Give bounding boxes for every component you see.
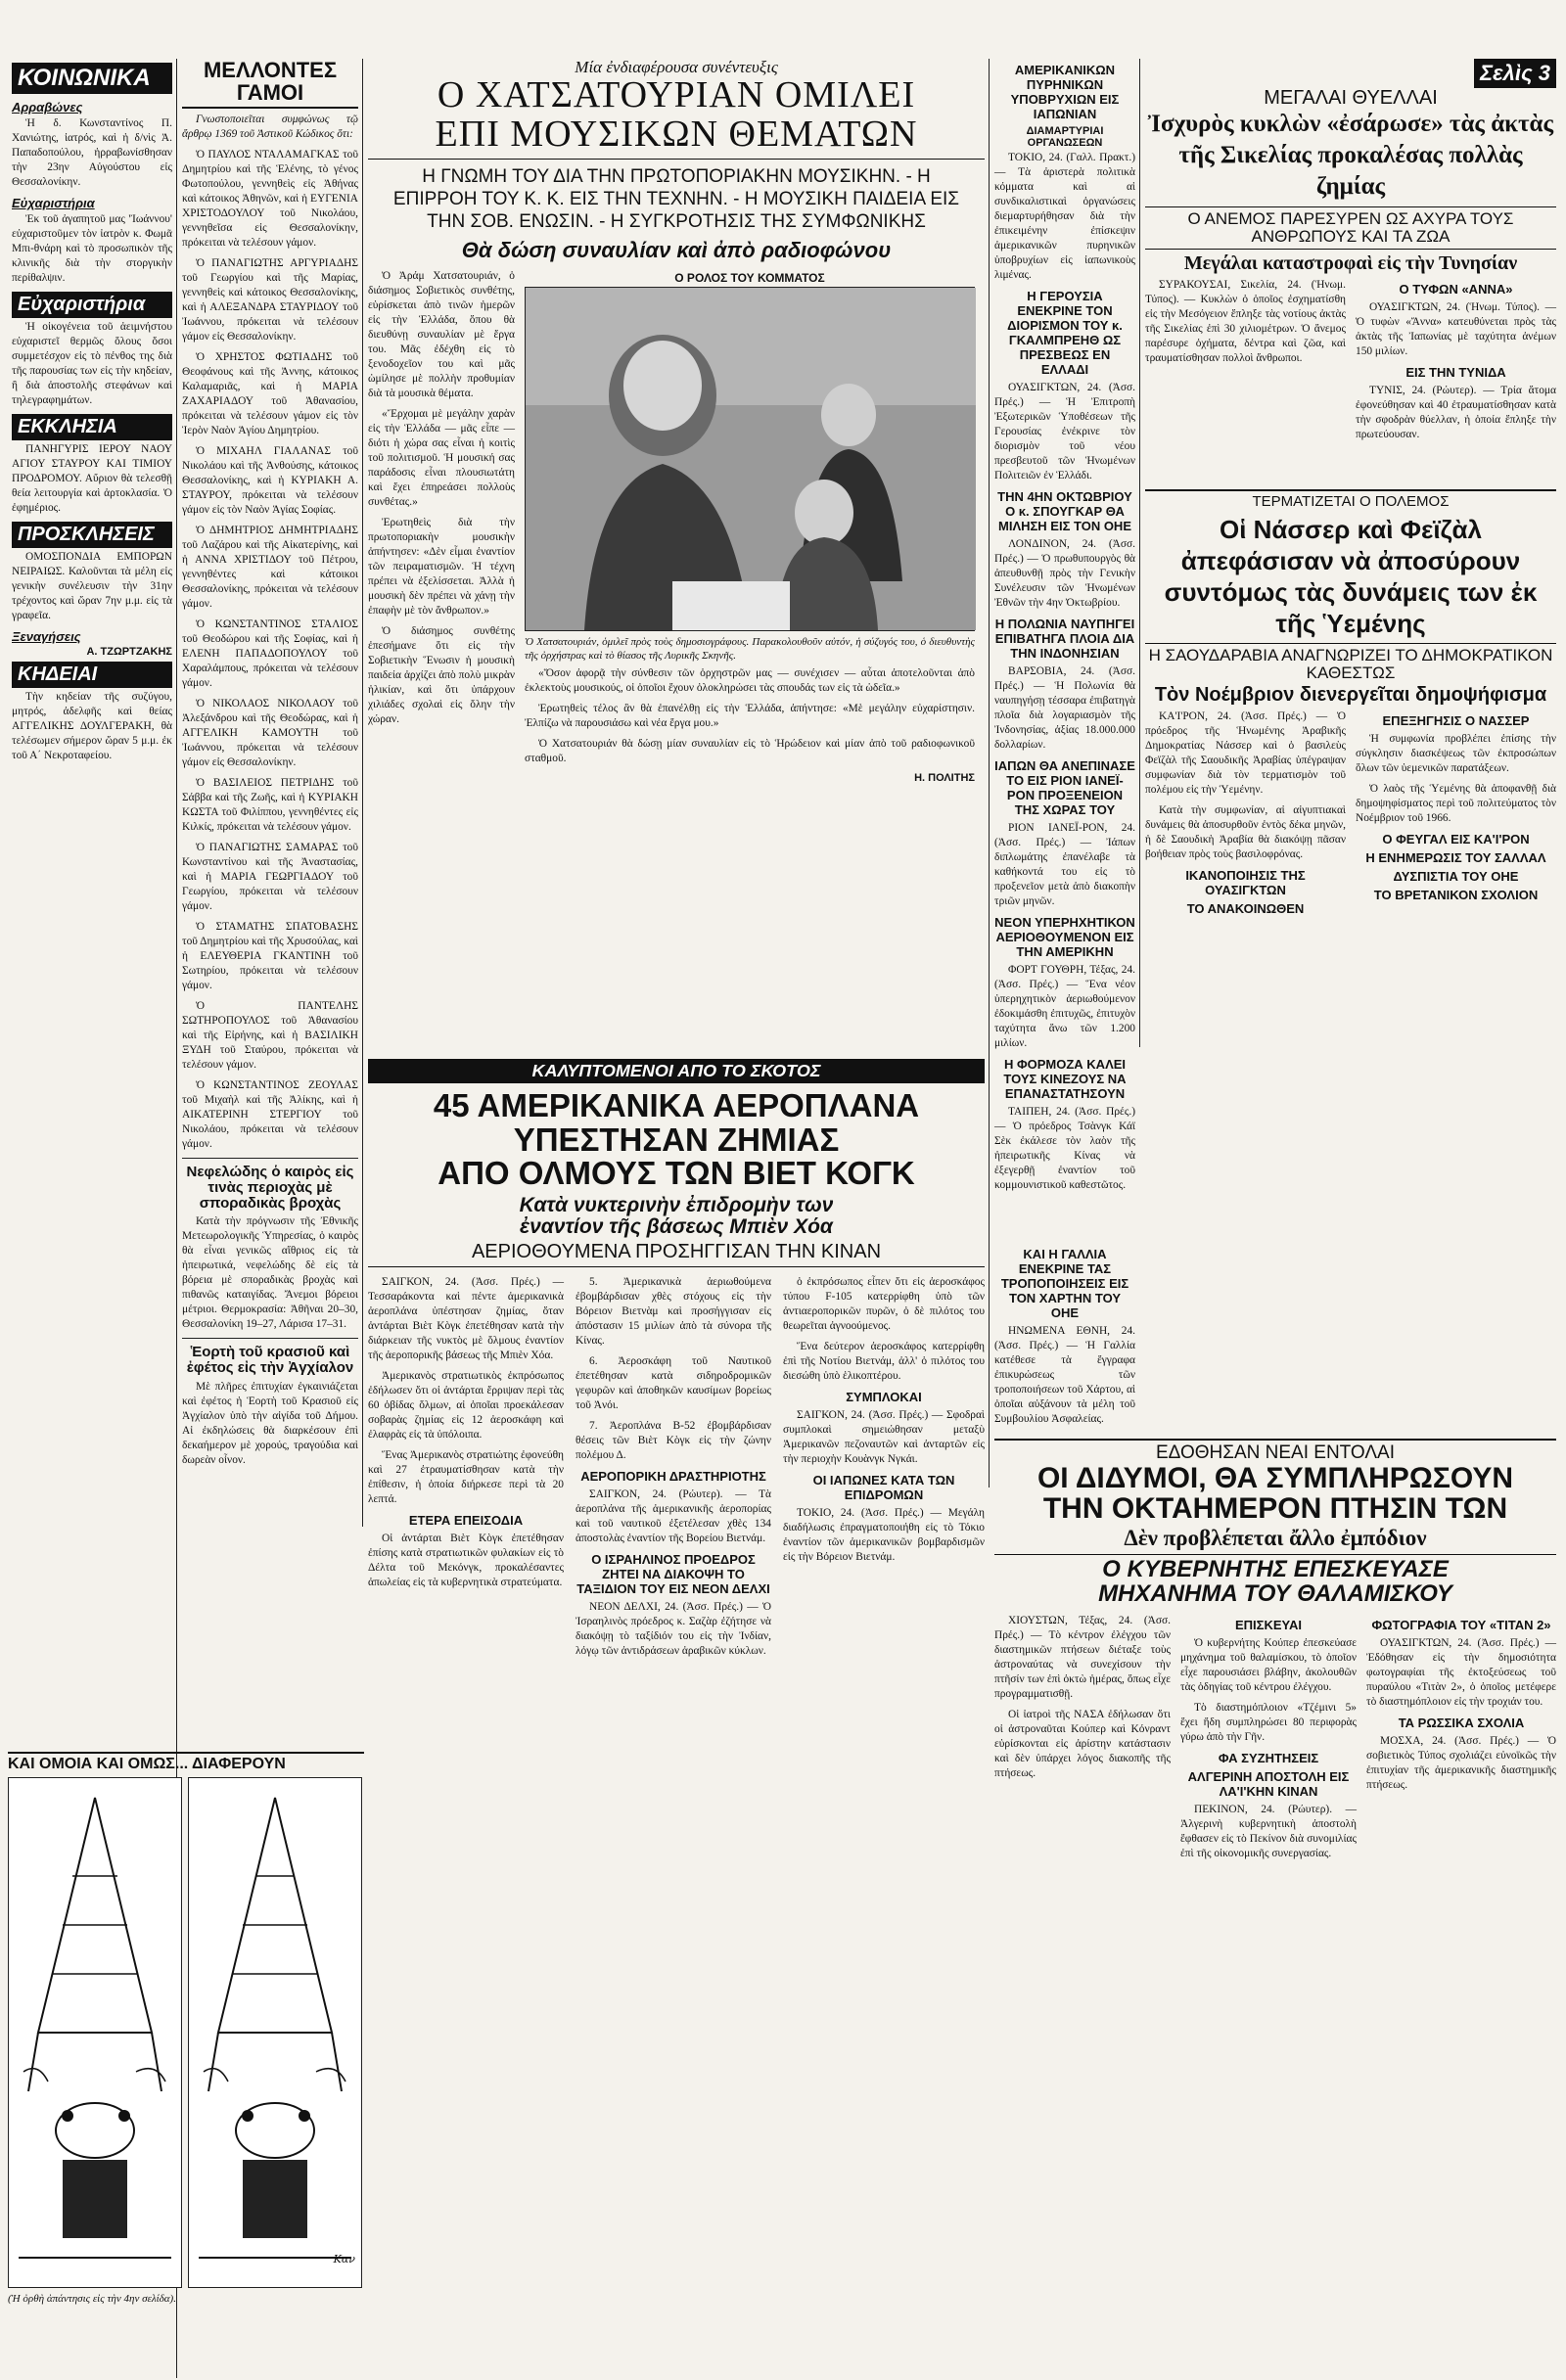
extra-title: ΕΤΕΡΑ ΕΠΕΙΣΟΔΙΑ <box>408 1512 524 1528</box>
vietnam-deck: ΑΕΡΙΟΘΟΥΜΕΝΑ ΠΡΟΣΗΓΓΙΣΑΝ ΤΗΝ ΚΙΝΑΝ <box>368 1242 985 1267</box>
vietnam-paragraph: 5. Ἀμερικανικὰ ἀεριωθούμενα ἐβομβάρδισαν χθὲς στόχους εἰς τὴν Βόρειον Βιετνὰμ καὶ προσήγγισαν εἰς ἀπόστασιν 15 μιλίων ἀπὸ τὰ σύνορα τῆς Κίνας. <box>576 1275 771 1347</box>
interview-paragraph: Ἐρωτηθεὶς τέλος ἂν θὰ ἐπανέλθῃ εἰς τὴν Ἑλλάδα, ἀπήντησε: «Μὲ μεγάλην εὐχαρίστησιν. Ἐλπίζω νὰ παρουσιάσω καὶ νέα ἔργα μου.» <box>525 702 975 729</box>
supersonic-text: ΦΟΡΤ ΓΟΥΘΡΗ, Τέξας, 24. (Ἀσσ. Πρές.) — Ἕνα νέον ὑπερηχητικὸν ἀεριωθούμενον ἐδοκιμάσθη ἐπιτυχῶς, ἐπιτυχὸν ταχύτητα ἄνω τῶν 1.200 μιλίων. <box>994 964 1135 1049</box>
eisiteria-text: Ἐκ τοῦ ἀγαπητοῦ μας 'Ἰωάννου' εὐχαριστοῦμεν τὸν ἰατρὸν κ. Φωμᾶ Μπι-θνάρη καὶ τὸ προσωπικὸν τῆς κλινικῆς διὰ τὴν στοργικὴν περίθαλψιν. <box>12 213 172 284</box>
gemini-col-2 <box>1180 1614 1357 1867</box>
yemen-col-1 <box>1145 709 1346 920</box>
mellontes-title: ΜΕΛΛΟΝΤΕΣ ΓΑΜΟΙ <box>182 59 358 109</box>
rio-title: ΙΑΠΩΝ ΘΑ ΑΝΕΠΙΝΑΣΕ ΤΟ ΕΙΣ ΡΙΟΝ ΙΑΝΕΪ-ΡΟΝ ΠΡΟΞΕΝΕΙΟΝ ΤΗΣ ΧΩΡΑΣ ΤΟΥ <box>994 758 1135 817</box>
cartoon-signature: Καν <box>333 2252 355 2266</box>
gemini-paragraph: Ὁ κυβερνήτης Κούπερ ἐπεσκεύασε μηχάνημα τοῦ θαλαμίσκου, τὸ ὁποῖον εἶχε παρουσιάσει βλάβην, ἀκολουθῶν τὰς ὁδηγίας τοῦ κέντρου ἐλέγχου. <box>1180 1637 1357 1694</box>
storm-article <box>1145 59 1556 480</box>
syzitiseis-title: ΦΑ ΣΥΖΗΤΗΣΕΙΣ <box>1218 1751 1319 1766</box>
column-rule <box>362 59 363 1527</box>
subsection-b-text: ΣΑΙΓΚΟΝ, 24. (Ἀσσ. Πρές.) — Σφοδραὶ συμπλοκαὶ σημειώθησαν μεταξὺ Ἀμερικανῶν πεζοναυτῶν καὶ ἀνταρτῶν εἰς τὴν περιοχὴν Κουὰνγκ Νγκάι. <box>783 1408 985 1465</box>
mellontes-intro: Γνωστοποιεῖται συμφώνως τῷ ἄρθρῳ 1369 τοῦ Ἀστικοῦ Κώδικος ὅτι: <box>182 114 358 141</box>
storm-kicker: ΜΕΓΑΛΑΙ ΘΥΕΛΛΑΙ <box>1264 87 1438 109</box>
us-subs-sub: ΔΙΑΜΑΡΤΥΡΙΑΙ ΟΡΓΑΝΩΣΕΩΝ <box>1026 125 1104 149</box>
vietnam-sub-2: ἐναντίον τῆς βάσεως Μπιὲν Χόα <box>520 1214 833 1238</box>
israel-text: ΝΕΟΝ ΔΕΛΧΙ, 24. (Ἀσσ. Πρές.) — Ὁ Ἰσραηλινὸς πρόεδρος κ. Σαζὰρ ἐζήτησε νὰ διακόψῃ τὸ ταξίδιόν του εἰς τὴν Ἰνδίαν, λόγῳ τῶν ἀντιδράσεων ἀραβικῶν κύκλων. <box>576 1600 771 1657</box>
gemini-paragraph: Τὸ διαστημόπλοιον «Τζέμινι 5» ἔχει ἤδη συμπληρώσει 80 περιφορὰς γύρω ἀπὸ τὴν Γῆν. <box>1180 1702 1357 1744</box>
side-b: Ο ΦΕΥΓΑΛ ΕΙΣ ΚΑ'Ι'ΡΟΝ <box>1382 832 1530 847</box>
formosa-text: ΤΑΙΠΕΗ, 24. (Ἀσσ. Πρές.) — Ὁ πρόεδρος Τσὰνγκ Κάϊ Σὲκ ἐκάλεσε τὸν λαὸν τῆς ἠπειρωτικῆς Κίνας νὰ ἐξεγερθῇ ἐναντίον τοῦ κομμουνιστικοῦ καθεστῶτος. <box>994 1106 1135 1191</box>
koinonika-column <box>12 59 172 1742</box>
kideiai-text: Τὴν κηδείαν τῆς συζύγου, μητρός, ἀδελφῆς καὶ θείας ΑΓΓΕΛΙΚΗΣ ΔΟΥΛΓΕΡΑΚΗ, θὰ τελέσωμεν σήμερον ὥραν 5 μ.μ. ἐκ τοῦ Α΄ Νεκροταφείου. <box>12 691 172 761</box>
cartoon-caption: (Ἡ ὀρθὴ ἀπάντησις εἰς τὴν 4ην σελίδα). <box>8 2292 176 2305</box>
vietnam-col-1 <box>368 1275 564 1665</box>
interview-headline-2: ΕΠΙ ΜΟΥΣΙΚΩΝ ΘΕΜΑΤΩΝ <box>368 115 985 160</box>
yemen-sub-1: Η ΣΑΟΥΔΑΡΑΒΙΑ ΑΝΑΓΝΩΡΙΖΕΙ ΤΟ ΔΗΜΟΚΡΑΤΙΚΟΝ ΚΑΘΕΣΤΩΣ <box>1145 643 1556 682</box>
cartoon-block <box>8 1752 364 2339</box>
france-text: ΗΝΩΜΕΝΑ ΕΘΝΗ, 24. (Ἀσσ. Πρές.) — Ἡ Γαλλία κατέθεσε τὰ ἔγγραφα ἐπικυρώσεως τῶν τροποποιήσεων τοῦ Χάρτου, αἱ ὁποῖαι αὐξάνουν τὰ μέλη τοῦ Συμβουλίου Ἀσφαλείας. <box>994 1325 1135 1425</box>
storm-headline: Ἰσχυρὸς κυκλὼν «ἐσάρωσε» τὰς ἀκτὰς τῆς Σικελίας προκαλέσας πολλὰς ζημίας <box>1147 111 1554 200</box>
column-rule <box>989 59 990 1488</box>
interview-body <box>368 269 985 784</box>
page-badge: Σελὶς 3 <box>1474 59 1556 88</box>
france-title: ΚΑΙ Η ΓΑΛΛΙΑ ΕΝΕΚΡΙΝΕ ΤΑΣ ΤΡΟΠΟΠΟΙΗΣΕΙΣ ΕΙΣ ΤΟΝ ΧΑΡΤΗΝ ΤΟΥ ΟΗΕ <box>1000 1247 1129 1320</box>
marriage-notice: Ὁ ΠΑΥΛΟΣ ΝΤΑΛΑΜΑΓΚΑΣ τοῦ Δημητρίου καὶ τῆς Ἑλένης, τὸ γένος Φωτοπούλου, γεννηθεὶς εἰς Ἀθήνας καὶ κάτοικος Ἀθηνῶν, καὶ ἡ ΕΥΓΕΝΙΑ ΧΡΙΣΤΟΔΟΥΛΟΥ τοῦ Νικολάου, γεννηθεῖσα εἰς Θεσσαλονίκην, πρόκειται νὰ τελέσουν γάμον. <box>182 149 358 250</box>
photo-illustration <box>526 288 976 630</box>
efxaristiria-text: Ἡ οἰκογένεια τοῦ ἀειμνήστου εὐχαριστεῖ θερμῶς ὅλους ὅσοι συμμετέσχον εἰς τὸ πένθος της διὰ τῆς παρουσίας των εἰς τὴν κηδείαν, ἢ διὰ ἀποστολῆς στεφάνων καὶ τηλεγραφημάτων. <box>12 321 172 406</box>
marriage-notice: Ὁ ΔΗΜΗΤΡΙΟΣ ΔΗΜΗΤΡΙΑΔΗΣ τοῦ Λαζάρου καὶ τῆς Αἰκατερίνης, καὶ ἡ ΑΝΝΑ ΧΡΙΣΤΙΔΟΥ τοῦ Πέτρου, γεννηθέντες καὶ κάτοικοι Θεσσαλονίκης, πρόκειται νὰ τελέσουν γάμον. <box>182 525 358 611</box>
side-d: ΤΟ ΑΝΑΚΟΙΝΩΘΕΝ <box>1186 901 1305 917</box>
proskliseis-title: ΠΡΟΣΚΛΗΣΕΙΣ <box>12 522 172 548</box>
yemen-article <box>1145 489 1556 1429</box>
marriage-notice: Ὁ ΒΑΣΙΛΕΙΟΣ ΠΕΤΡΙΔΗΣ τοῦ Σάββα καὶ τῆς Ζωῆς, καὶ ἡ ΚΥΡΙΑΚΗ ΚΩΣΤΑ τοῦ Φιλίππου, γεννηθέντες εἰς Κιλκίς, πρόκειται νὰ τελέσουν γάμον. <box>182 777 358 834</box>
marriage-notice: Ὁ ΚΩΝΣΤΑΝΤΙΝΟΣ ΣΤΑΛΙΟΣ τοῦ Θεοδώρου καὶ τῆς Σοφίας, καὶ ἡ ΕΛΕΝΗ ΠΑΠΑΔΟΠΟΥΛΟΥ τοῦ Χαραλάμπους, πρόκειται νὰ τελέσουν γάμον. <box>182 618 358 690</box>
vietnam-paragraph: ὁ ἐκπρόσωπος εἶπεν ὅτι εἰς ἀεροσκάφος τύπου F-105 κατερρίφθη ὑπὸ τῶν ἀντιαεροπορικῶν πυρῶν, ὁ δὲ πιλότος του θεωρεῖται ἀγνοούμενος. <box>783 1275 985 1332</box>
yemen-paragraph: ΚΑ'Ι'ΡΟΝ, 24. (Ἀσσ. Πρές.) — Ὁ πρόεδρος τῆς Ἡνωμένης Ἀραβικῆς Δημοκρατίας Νάσσερ καὶ ὁ βασιλεὺς Φεϊζὰλ τῆς Σαουδικῆς Ἀραβίας ὑπέγραψαν συμφωνίαν διὰ τὸν τερματισμὸν τοῦ πολέμου εἰς τὴν Ὑεμένην. <box>1145 710 1346 797</box>
wine-text: Μὲ πλῆρες ἐπιτυχίαν ἐγκαινιάζεται καὶ ἐφέτος ἡ Ἑορτὴ τοῦ Κρασιοῦ εἰς Ἀγχίαλον ὑπὸ τὴν αἰγίδα τοῦ Δήμου. Αἱ ἐκδηλώσεις θὰ διαρκέσουν ἐπὶ δεκαήμερον μὲ χορούς, τραγούδια καὶ δωρεὰν οἶνον. <box>182 1380 358 1466</box>
page-badge-row <box>1145 59 1556 88</box>
japan-title: ΟΙ ΙΑΠΩΝΕΣ ΚΑΤΑ ΤΩΝ ΕΠΙΔΡΟΜΩΝ <box>812 1472 955 1502</box>
vietnam-col-3 <box>783 1275 985 1665</box>
supersonic-title: ΝΕΟΝ ΥΠΕΡΗΧΗΤΙΚΟΝ ΑΕΡΙΟΘΟΥΜΕΝΟΝ ΕΙΣ ΤΗΝ ΑΜΕΡΙΚΗΝ <box>994 915 1135 959</box>
gemini-col-1 <box>994 1614 1171 1867</box>
interview-paragraph: Ὁ διάσημος συνθέτης ἐπεσήμανε ὅτι εἰς τὴν Σοβιετικὴν Ἕνωσιν ἡ μουσικὴ παιδεία ἀρχίζει ἀπὸ πολὺ μικρὰν ἡλικίαν, καὶ ὅτι ὑπάρχουν χιλιάδες σχολαὶ εἰς ὅλην τὴν χώραν. <box>368 624 515 725</box>
interview-paragraph: Ὁ Ἀράμ Χατσατουριάν, ὁ διάσημος Σοβιετικὸς συνθέτης, εὑρίσκεται ἀπὸ τινῶν ἡμερῶν εἰς τὴν Ἑλλάδα, ὅπου θὰ διευθύνῃ συναυλίαν μὲ ἔργα του. Μᾶς ἐδέχθη εἰς τὸ ξενοδοχεῖον του καὶ μᾶς ὡμίλησε μὲ πολλὴν προθυμίαν διὰ τὰ μουσικὰ θέματα. <box>368 269 515 399</box>
side-a: ΕΠΕΞΗΓΗΣΙΣ Ο ΝΑΣΣΕΡ <box>1382 713 1530 729</box>
marriage-notice: Ὁ ΝΙΚΟΛΑΟΣ ΝΙΚΟΛΑΟΥ τοῦ Ἀλεξάνδρου καὶ τῆς Θεοδώρας, καὶ ἡ ΑΓΓΕΛΙΚΗ ΚΑΜΟΥΤΗ τοῦ Ἰωάννου, πρόκειται νὰ τελέσουν γάμον εἰς Θεσσαλονίκην. <box>182 698 358 769</box>
gemini-body <box>994 1614 1556 1867</box>
ekklisia-text: ΠΑΝΗΓΥΡΙΣ ΙΕΡΟΥ ΝΑΟΥ ΑΓΙΟΥ ΣΤΑΥΡΟΥ ΚΑΙ ΤΙΜΙΟΥ ΠΡΟΔΡΟΜΟΥ. Αὔριον θὰ τελεσθῇ θεία λειτουργία καὶ ἀρτοκλασία. Ὁ ἐφημέριος. <box>12 443 172 514</box>
wine-title: Ἑορτὴ τοῦ κρασιοῦ καὶ ἐφέτος εἰς τὴν Ἀγχίαλον <box>186 1344 354 1377</box>
mellontes-column <box>182 59 358 1527</box>
poland-text: ΒΑΡΣΟΒΙΑ, 24. (Ἀσσ. Πρές.) — Ἡ Πολωνία θὰ ναυπηγήσῃ τέσσαρα ἐπιβατηγὰ πλοῖα διὰ λογαριασμὸν τῆς Ἰνδονησίας, ἀξίας 18.000.000 δολλαρίων. <box>994 665 1135 751</box>
vietnam-sub-1: Κατὰ νυκτερινὴν ἐπιδρομὴν των <box>519 1193 834 1216</box>
signature: Α. ΤΖΩΡΤΖΑΚΗΣ <box>86 646 172 658</box>
vietnam-paragraph: Ἀμερικανὸς στρατιωτικὸς ἐκπρόσωπος ἐδήλωσεν ὅτι οἱ ἀντάρται ἔρριψαν περὶ τὰς 60 ὀβίδας ὅλμων, αἱ ὁποῖαι προεκάλεσαν σοβαρὰς ζημίας εἰς 12 ἀεροσκάφη καὶ ἐλαφρὰς εἰς τὰ ὑπόλοιπα. <box>368 1369 564 1441</box>
marriage-notice: Ὁ ΧΡΗΣΤΟΣ ΦΩΤΙΑΔΗΣ τοῦ Θεοφάνους καὶ τῆς Ἀννης, κάτοικος Καλαμαριᾶς, καὶ ἡ ΜΑΡΙΑ ΖΑΧΑΡΙΑΔΟΥ τοῦ Ἀθανασίου, πρόκειται νὰ τελέσουν γάμον εἰς τὸν Ἱερὸν Ναὸν Ἁγίου Δημητρίου. <box>182 351 358 437</box>
gemini-headline-2: ΤΗΝ ΟΚΤΑΗΜΕΡΟΝ ΠΤΗΣΙΝ ΤΩΝ <box>1042 1492 1508 1526</box>
side-f: ΔΥΣΠΙΣΤΙΑ ΤΟΥ ΟΗΕ <box>1393 869 1519 885</box>
yemen-headline: Οἱ Νάσσερ καὶ Φεϊζὰλ ἀπεφάσισαν νὰ ἀποσύρουν συντόμως τὰς δυνάμεις των ἐκ τῆς Ὑεμένης <box>1164 514 1538 638</box>
yemen-paragraph: Ἡ συμφωνία προβλέπει ἐπίσης τὴν σύγκλησιν διασκέψεως τῶν ἐκπροσώπων ὅλων τῶν ὑεμενικῶν παρατάξεων. <box>1356 733 1556 775</box>
arravones-text: Ἡ δ. Κωνσταντίνος Π. Χανιώτης, ἰατρός, καὶ ἡ δ/νὶς Ἀ. Παπαδοπούλου, ἠρραβωνίσθησαν τὴν 23ην Αὐγούστου εἰς Θεσσαλονίκην. <box>12 117 172 188</box>
gemini-deck-1: Ο ΚΥΒΕΡΝΗΤΗΣ ΕΠΕΣΚΕΥΑΣΕ <box>994 1554 1556 1581</box>
cartoon-panels <box>8 1777 364 2288</box>
poland-title: Η ΠΟΛΩΝΙΑ ΝΑΥΠΗΓΕΙ ΕΠΙΒΑΤΗΓΑ ΠΛΟΙΑ ΔΙΑ ΤΗΝ ΙΝΔΟΝΗΣΙΑΝ <box>994 617 1135 661</box>
interview-paragraph: «Ἔρχομαι μὲ μεγάλην χαρὰν εἰς τὴν Ἑλλάδα — μᾶς εἶπε — διότι ἡ χώρα σας εἶναι ἡ κοιτὶς τοῦ πολιτισμοῦ. Ἡ μουσική σας παράδοσις εἶναι πλουσιωτάτη καὶ ἔχει ἐπηρεάσει πολλοὺς συνθέτας.» <box>368 407 515 508</box>
mellontes-list <box>182 148 358 1152</box>
marriage-notice: Ὁ ΣΤΑΜΑΤΗΣ ΣΠΑΤΟΒΑΣΗΣ τοῦ Δημητρίου καὶ τῆς Χρυσούλας, καὶ ἡ ΕΛΕΥΘΕΡΙΑ ΓΚΑΝΤΙΝΗ τοῦ Σωτηρίου, πρόκειται νὰ τελέσουν γάμον. <box>182 921 358 992</box>
interview-subhead: Θὰ δώση συναυλίαν καὶ ἀπὸ ραδιοφώνου <box>461 237 892 262</box>
interview-kicker: Μία ἐνδιαφέρουσα συνέντευξις <box>575 58 778 76</box>
gemini-headline-1: ΟΙ ΔΙΔΥΜΟΙ, ΘΑ ΣΥΜΠΛΗΡΩΣΟΥΝ <box>1036 1461 1514 1494</box>
vietnam-paragraph: 6. Ἀεροσκάφη τοῦ Ναυτικοῦ ἐπετέθησαν κατὰ σιδηροδρομικῶν γεφυρῶν καὶ ἀποθηκῶν καυσίμων βορείως τοῦ Ἀνόι. <box>576 1354 771 1411</box>
efxaristiria-title: Εὐχαριστήρια <box>12 292 172 318</box>
marriage-notice: Ὁ ΠΑΝΤΕΛΗΣ ΣΩΤΗΡΟΠΟΥΛΟΣ τοῦ Ἀθανασίου καὶ τῆς Εἰρήνης, καὶ ἡ ΒΑΣΙΛΙΚΗ ΞΥΔΗ τοῦ Σταύρου, πρόκειται νὰ τελέσουν γάμον. <box>182 1000 358 1072</box>
interview-headline-1: Ο ΧΑΤΣΑΤΟΥΡΙΑΝ ΟΜΙΛΕΙ <box>437 73 916 115</box>
cartoon-panel-right <box>188 1777 362 2288</box>
vietnam-headline-3: ΑΠΟ ΟΛΜΟΥΣ ΤΩΝ ΒΙΕΤ ΚΟΓΚ <box>438 1155 915 1192</box>
marriage-notice: Ὁ ΠΑΝΑΓΙΩΤΗΣ ΑΡΓΥΡΙΑΔΗΣ τοῦ Γεωργίου καὶ τῆς Μαρίας, γεννηθεὶς καὶ κάτοικος Θεσσαλονίκης, καὶ ἡ ΑΛΕΞΑΝΔΡΑ ΣΤΑΥΡΙΔΟΥ τοῦ Ἰωάννου, πρόκειται νὰ τελέσουν γάμον εἰς Θεσσαλονίκην. <box>182 257 358 343</box>
kideiai-title: ΚΗΔΕΙΑΙ <box>12 662 172 688</box>
gemini-paragraph: ΧΙΟΥΣΤΩΝ, Τέξας, 24. (Ἀσσ. Πρές.) — Τὸ κέντρον ἐλέγχου τῶν διαστημικῶν πτήσεων διέταξε τοὺς ἀστροναύτας νὰ συνεχίσουν τὴν πτῆσίν των ἐπὶ ὀκτὼ ἡμέρας, ὅπως εἶχε προγραμματισθῇ. <box>994 1615 1171 1701</box>
vietnam-paragraph: Ἕνας Ἀμερικανὸς στρατιώτης ἐφονεύθη καὶ 27 ἐτραυματίσθησαν κατὰ τὴν ἐπίθεσιν, ἡ ὁποία διήρκεσε περὶ τὰ 20 λεπτά. <box>368 1448 564 1505</box>
gemini-paragraph: Οἱ ἰατροὶ τῆς ΝΑΣΑ ἐδήλωσαν ὅτι οἱ ἀστροναῦται Κούπερ καὶ Κόνραντ εὑρίσκονται εἰς ἀρίστην κατάστασιν καὶ δὲν ὑπάρχει λόγος διακοπῆς τῆς πτήσεως. <box>994 1709 1171 1780</box>
tunis-title: ΕΙΣ ΤΗΝ ΤΥΝΙΔΑ <box>1405 364 1506 380</box>
storm-col-1 <box>1145 278 1346 448</box>
interview-photo-block <box>525 269 975 784</box>
storm-sub: Ο ΑΝΕΜΟΣ ΠΑΡΕΣΥΡΕΝ ΩΣ ΑΧΥΡΑ ΤΟΥΣ ΑΝΘΡΩΠΟΥΣ ΚΑΙ ΤΑ ΖΩΑ <box>1145 206 1556 250</box>
senate-title: Η ΓΕΡΟΥΣΙΑ ΕΝΕΚΡΙΝΕ ΤΟΝ ΔΙΟΡΙΣΜΟΝ ΤΟΥ κ. ΓΚΑΛΜΠΡΕΗΘ ΩΣ ΠΡΕΣΒΕΩΣ ΕΝ ΕΛΛΑΔΙ <box>1007 289 1123 377</box>
vietnam-paragraph: 7. Ἀεροπλάνα Β-52 ἐβομβάρδισαν θέσεις τῶν Βιὲτ Κὸγκ εἰς τὴν ζώνην πολέμου Δ. <box>576 1419 771 1461</box>
extra-text: Οἱ ἀντάρται Βιὲτ Κὸγκ ἐπετέθησαν ἐπίσης κατὰ στρατιωτικῶν φυλακίων εἰς τὸ Δέλτα τοῦ Μεκόνγκ, προκαλέσαντες ἀπωλείας εἰς τὰ κυβερνητικὰ στρατεύματα. <box>368 1532 564 1588</box>
interview-paragraph: Ἐρωτηθεὶς διὰ τὴν πρωτοποριακὴν μουσικὴν ἀπήντησεν: «Δὲν εἶμαι ἐναντίον τῶν πειραματισμῶν. Ἡ τέχνη πρέπει νὰ ἐξελίσσεται. Ἀλλὰ ἡ μουσικὴ δὲν πρέπει νὰ χάνῃ τὴν ἐπαφὴν μὲ τὸν ἄνθρωπον.» <box>368 516 515 617</box>
gemini-sub: Δὲν προβλέπεται ἄλλο ἐμπόδιον <box>1124 1525 1427 1550</box>
japan-text: ΤΟΚΙΟ, 24. (Ἀσσ. Πρές.) — Μεγάλη διαδήλωσις ἐπραγματοποιήθη εἰς τὸ Τόκιο ἐναντίον τῶν ἀμερικανικῶν βομβαρδισμῶν εἰς τὴν Βόρειον Βιετνάμ. <box>783 1506 985 1563</box>
gemini-article <box>994 1439 1556 2358</box>
us-subs-text: ΤΟΚΙΟ, 24. (Γαλλ. Πρακτ.) — Τὰ ἀριστερὰ πολιτικὰ κόμματα καὶ αἱ συνδικαλιστικαὶ ὀργανώσεις διεμαρτυρήθησαν διὰ τὴν ἐπικειμένην ἐπίσκεψιν ἀμερικανικῶν πυρηνικῶν ὑποβρυχίων εἰς ἰαπωνικοὺς λιμένας. <box>994 152 1135 281</box>
proskliseis-text: ΟΜΟΣΠΟΝΔΙΑ ΕΜΠΟΡΩΝ ΝΕΙΡΑΙΩΣ. Καλοῦνται τὰ μέλη εἰς γενικὴν συνέλευσιν τὴν 31ην τρέχοντος καὶ ὥραν 7ην μ.μ. εἰς τὰ γραφεῖα. <box>12 551 172 621</box>
side-c: ΙΚΑΝΟΠΟΙΗΣΙΣ ΤΗΣ ΟΥΑΣΙΓΚΤΩΝ <box>1185 868 1306 898</box>
storm-body <box>1145 278 1556 448</box>
oct-text: ΛΟΝΔΙΝΟΝ, 24. (Ἀσσ. Πρές.) — Ὁ πρωθυπουργὸς θὰ ἀπευθυνθῇ πρὸς τὴν Γενικὴν Συνέλευσιν τῶν Ἡνωμένων Ἐθνῶν τὴν 4ην Ὀκτωβρίου. <box>994 538 1135 609</box>
oct-title: ΤΗΝ 4ΗΝ ΟΚΤΩΒΡΙΟΥ Ο κ. ΣΠΟΥΓΚΑΡ ΘΑ ΜΙΛΗΣΗ ΕΙΣ ΤΟΝ ΟΗΕ <box>997 489 1132 533</box>
us-subs-title: ΑΜΕΡΙΚΑΝΙΚΩΝ ΠΥΡΗΝΙΚΩΝ ΥΠΟΒΡΥΧΙΩΝ ΕΙΣ ΙΑΠΩΝΙΑΝ <box>1010 63 1120 121</box>
anna-text: ΟΥΑΣΙΓΚΤΩΝ, 24. (Ἡνωμ. Τύπος). — Ὁ τυφὼν «Ἄννα» κατευθύνεται πρὸς τὰς ἀκτὰς τῆς Ἰαπωνίας μὲ ταχύτητα ἀνέμων 150 μιλίων. <box>1356 300 1556 357</box>
vietnam-article <box>368 1059 985 2360</box>
france-brief <box>994 1243 1135 1429</box>
gemini-paragraph: ΦΩΤΟΓΡΑΦΙΑ ΤΟΥ «ΤΙΤΑΝ 2» <box>1371 1618 1551 1633</box>
weather-title: Νεφελώδης ὁ καιρὸς εἰς τινὰς περιοχὰς μὲ σποραδικὰς βροχὰς <box>186 1164 354 1212</box>
arravones-heading: Αρραβώνες <box>12 100 83 114</box>
xenagisis-heading: Ξεναγήσεις <box>12 629 81 644</box>
cartoon-title: ΚΑΙ ΟΜΟΙΑ ΚΑΙ ΟΜΩΣ... ΔΙΑΦΕΡΟΥΝ <box>8 1752 364 1773</box>
interview-col-2 <box>525 666 975 766</box>
gemini-paragraph: ΜΟΣΧΑ, 24. (Ἀσσ. Πρές.) — Ὁ σοβιετικὸς Τύπος σχολιάζει εὐνοϊκῶς τὴν ἐπιτυχίαν τῆς ἀμερικανικῆς διαστημικῆς πτήσεως. <box>1366 1735 1556 1792</box>
briefs-column <box>994 59 1135 1191</box>
interview-article <box>368 59 985 1047</box>
subsection-b-title: ΣΥΜΠΛΟΚΑΙ <box>846 1389 922 1404</box>
gemini-kicker: ΕΔΟΘΗΣΑΝ ΝΕΑΙ ΕΝΤΟΛΑΙ <box>994 1439 1556 1463</box>
cartoon-illustration <box>9 1778 181 2287</box>
yemen-col-2 <box>1356 709 1556 920</box>
yemen-body <box>1145 709 1556 920</box>
vietnam-headline-2: ΥΠΕΣΤΗΣΑΝ ΖΗΜΙΑΣ <box>513 1121 840 1158</box>
side-g: ΤΟ ΒΡΕΤΑΝΙΚΟΝ ΣΧΟΛΙΟΝ <box>1373 888 1539 903</box>
vietnam-paragraph: ΣΑΙΓΚΟΝ, 24. (Ἀσσ. Πρές.) — Τεσσαράκοντα καὶ πέντε ἀμερικανικὰ ἀεροπλάνα ὑπέστησαν ζημίας, ὅταν ἀντάρται Βιὲτ Κὸγκ ἐπετέθησαν κατὰ τὴν διάρκειαν τῆς νυκτὸς μὲ ὅλμους ἐναντίον τῆς ἀεροπορικῆς βάσεως τῆς Μπιὲν Χόα. <box>368 1275 564 1361</box>
gemini-deck-2: ΜΗΧΑΝΗΜΑ ΤΟΥ ΘΑΛΑΜΙΣΚΟΥ <box>1098 1580 1452 1608</box>
photo-caption: Ὁ Χατσατουριάν, ὁμιλεῖ πρὸς τοὺς δημοσιογράφους. Παρακολουθοῦν αὐτόν, ἡ σύζυγός του, ὁ διευθυντὴς τῆς ὀρχήστρας καὶ τὸ θίασος τῆς Λυρικῆς Σκηνῆς. <box>525 635 975 662</box>
vietnam-headline-1: 45 ΑΜΕΡΙΚΑΝΙΚΑ ΑΕΡΟΠΛΑΝΑ <box>433 1086 920 1123</box>
subsection-a-text: ΣΑΙΓΚΟΝ, 24. (Ρώυτερ). — Τὰ ἀεροπλάνα τῆς ἀμερικανικῆς ἀεροπορίας καὶ τοῦ ναυτικοῦ ἐξετέλεσαν χθὲς 134 ἀποστολὰς ἐναντίον τῆς Βορείου Βιετνάμ. <box>576 1488 771 1544</box>
photo-credit: Ο ΡΟΛΟΣ ΤΟΥ ΚΟΜΜΑΤΟΣ <box>674 270 825 285</box>
side-e: Η ΕΝΗΜΕΡΩΣΙΣ ΤΟΥ ΣΑΛΛΑΛ <box>1365 850 1546 866</box>
koinonika-title: ΚΟΙΝΩΝΙΚΑ <box>12 63 172 94</box>
gemini-paragraph: ΟΥΑΣΙΓΚΤΩΝ, 24. (Ἀσσ. Πρές.) — Ἐδόθησαν εἰς τὴν δημοσιότητα φωτογραφίαι τῆς ἐκτοξεύσεως τοῦ πυραύλου «Τιτὰν 2», ὁ ὁποῖος μετέφερε τὸ διαστημόπλοιον εἰς τὴν τροχιάν του. <box>1366 1637 1556 1709</box>
vietnam-body <box>368 1275 985 1665</box>
anna-title: Ο ΤΥΦΩΝ «ΑΝΝΑ» <box>1399 281 1513 297</box>
formosa-title: Η ΦΟΡΜΟΖΑ ΚΑΛΕΙ ΤΟΥΣ ΚΙΝΕΖΟΥΣ ΝΑ ΕΠΑΝΑΣΤΑΤΗΣΟΥΝ <box>1003 1057 1127 1101</box>
interview-paragraph: «Ὅσον ἀφορᾷ τὴν σύνθεσιν τῶν ὀρχηστρῶν μας — συνέχισεν — αὗται ἀποτελοῦνται ἀπὸ ἐκλεκτοὺς μουσικούς, οἱ ὁποῖοι ἔχουν ὁλοκληρώσει τὰς σπουδάς των εἰς τὰ ὠδεῖα.» <box>525 666 975 694</box>
marriage-notice: Ὁ ΚΩΝΣΤΑΝΤΙΝΟΣ ΖΕΟΥΛΑΣ τοῦ Μιχαὴλ καὶ τῆς Ἀλίκης, καὶ ἡ ΑΙΚΑΤΕΡΙΝΗ ΣΤΕΡΓΙΟΥ τοῦ Νικολάου, πρόκειται νὰ τελέσουν γάμον. <box>182 1079 358 1151</box>
yemen-paragraph: Ὁ λαὸς τῆς Ὑεμένης θὰ ἀποφανθῇ διὰ δημοψηφίσματος περὶ τοῦ πολιτεύματος τὸν Νοέμβριον τοῦ 1966. <box>1356 783 1556 825</box>
interview-col-1 <box>368 269 515 784</box>
weather-text: Κατὰ τὴν πρόγνωσιν τῆς Ἐθνικῆς Μετεωρολογικῆς Ὑπηρεσίας, ὁ καιρὸς θὰ εἶναι γενικῶς αἴθριος εἰς τὰ ἠπειρωτικά, νεφελώδης δὲ εἰς τὰ βόρεια μὲ σποραδικὰς βροχὰς καὶ πιθανῶς καταιγίδας. Ἄνεμοι βόρειοι μέτριοι. Θερμοκρασία: Ἀθῆναι 20–30, Θεσσαλονίκη 19–27, Λάρισα 17–31. <box>182 1215 358 1331</box>
tunis-text: ΤΥΝΙΣ, 24. (Ρώυτερ). — Τρία ἄτομα ἐφονεύθησαν καὶ 40 ἐτραυματίσθησαν κατὰ τὴν σφοδρὰν θύελλαν, ἡ ὁποία ἔπληξε τὴν πρωτεύουσαν. <box>1356 384 1556 440</box>
episkeuai-title: ΕΠΙΣΚΕΥΑΙ <box>1234 1618 1303 1633</box>
marriage-notice: Ὁ ΜΙΧΑΗΛ ΓΙΑΛΑΝΑΣ τοῦ Νικολάου καὶ τῆς Ἀνθούσης, κάτοικος Θεσσαλονίκης, καὶ ἡ ΚΥΡΙΑΚΗ Α. ΣΤΑΥΡΟΥ, πρόκειται νὰ τελέσουν γάμον εἰς τὸν Ναὸν Ἁγίας Σοφίας. <box>182 445 358 517</box>
israel-title: Ο ΙΣΡΑΗΛΙΝΟΣ ΠΡΟΕΔΡΟΣ ΖΗΤΕΙ ΝΑ ΔΙΑΚΟΨΗ ΤΟ ΤΑΞΙΔΙΟΝ ΤΟΥ ΕΙΣ ΝΕΟΝ ΔΕΛΧΙ <box>576 1551 770 1596</box>
cartoon-panel-left <box>8 1777 182 2288</box>
vietnam-col-2 <box>576 1275 771 1665</box>
gemini-col-3 <box>1366 1614 1556 1867</box>
yemen-sub-2: Τὸν Νοέμβριον διενεργεῖται δημοψήφισμα <box>1154 684 1547 707</box>
vietnam-kicker: ΚΑΛΥΠΤΟΜΕΝΟΙ ΑΠΟ ΤΟ ΣΚΟΤΟΣ <box>368 1059 985 1083</box>
gemini-paragraph: ΤΑ ΡΩΣΣΙΚΑ ΣΧΟΛΙΑ <box>1398 1716 1525 1731</box>
china-text: ΠΕΚΙΝΟΝ, 24. (Ρώυτερ). — Ἀλγερινὴ κυβερνητικὴ ἀποστολὴ ἔφθασεν εἰς τὸ Πεκίνον διὰ συνομιλίας ἐπὶ τῆς οἰκονομικῆς συνεργασίας. <box>1180 1804 1357 1860</box>
vietnam-paragraph: Ἕνα δεύτερον ἀεροσκάφος κατερρίφθη ἐπὶ τῆς Νοτίου Βιετνάμ, ἀλλ' ὁ πιλότος του διεσώθη ὑπὸ ἑλικοπτέρου. <box>783 1340 985 1382</box>
china-title: ΑΛΓΕΡΙΝΗ ΑΠΟΣΤΟΛΗ ΕΙΣ ΛΑ'Ι'ΚΗΝ ΚΙΝΑΝ <box>1187 1769 1350 1800</box>
rio-text: ΡΙΟΝ ΙΑΝΕΪ-ΡΟΝ, 24. (Ἀσσ. Πρές.) — Ἰάπων διπλωμάτης ἐπανέλαβε τὰ καθήκοντά του εἰς τὸ προξενεῖον μετὰ ἀπὸ διακοπὴν τριῶν μηνῶν. <box>994 822 1135 907</box>
yemen-paragraph: Κατὰ τὴν συμφωνίαν, αἱ αἰγυπτιακαὶ δυνάμεις θὰ ἀποσυρθοῦν ἐντὸς δέκα μηνῶν, ἡ δὲ Σαουδικὴ Ἀραβία θὰ διακόψῃ πᾶσαν βοήθειαν πρὸς τοὺς βασιλοφρόνας. <box>1145 804 1346 861</box>
storm-tunisia: Μεγάλαι καταστροφαὶ εἰς τὴν Τυνησίαν <box>1183 252 1518 274</box>
cartoon-illustration <box>189 1778 361 2287</box>
eisiteria-heading: Εὐχαριστήρια <box>12 196 95 210</box>
marriage-notice: Ὁ ΠΑΝΑΓΙΩΤΗΣ ΣΑΜΑΡΑΣ τοῦ Κωνσταντίνου καὶ τῆς Ἀναστασίας, καὶ ἡ ΜΑΡΙΑ ΓΕΩΡΓΙΑΔΟΥ τοῦ Γεωργίου, πρόκειται νὰ τελέσουν γάμον. <box>182 842 358 913</box>
column-rule <box>1139 59 1140 1047</box>
interview-paragraph: Ὁ Χατσατουριάν θὰ δώσῃ μίαν συναυλίαν εἰς τὸ Ἡρώδειον καὶ μίαν ἀπὸ τοῦ ραδιοφωνικοῦ σταθμοῦ. <box>525 737 975 764</box>
yemen-kicker: ΤΕΡΜΑΤΙΖΕΤΑΙ Ο ΠΟΛΕΜΟΣ <box>1145 489 1556 510</box>
ekklisia-title: ΕΚΚΛΗΣΙΑ <box>12 414 172 440</box>
storm-text: ΣΥΡΑΚΟΥΣΑΙ, Σικελία, 24. (Ἡνωμ. Τύπος). — Κυκλὼν ὁ ὁποῖος ἐσχηματίσθη εἰς τὴν Μεσόγειον ἔπληξε τὰς νοτίους ἀκτὰς τῆς Σικελίας ἐπὶ 30 χιλιομέτρων. Ὁ ἄνεμος παρέσυρε ὀχήματα, δέντρα καὶ ζῶα, καὶ τραυματίσθησαν πολλοὶ ἄνθρωποι. <box>1145 278 1346 364</box>
interview-byline: Η. ΠΟΛΙΤΗΣ <box>914 771 975 784</box>
interview-photo <box>525 287 975 631</box>
senate-text: ΟΥΑΣΙΓΚΤΩΝ, 24. (Ἀσσ. Πρές.) — Ἡ Ἐπιτροπὴ Ἐξωτερικῶν Ὑποθέσεων τῆς Γερουσίας ἐνέκρινε τὸν διορισμὸν τοῦ νέου πρεσβευτοῦ τῶν Ἡνωμένων Πολιτειῶν ἐν Ἑλλάδι. <box>994 382 1135 481</box>
subsection-a-title: ΑΕΡΟΠΟΡΙΚΗ ΔΡΑΣΤΗΡΙΟΤΗΣ <box>580 1468 766 1484</box>
storm-col-2 <box>1356 278 1556 448</box>
interview-deck: Η ΓΝΩΜΗ ΤΟΥ ΔΙΑ ΤΗΝ ΠΡΩΤΟΠΟΡΙΑΚΗΝ ΜΟΥΣΙΚΗΝ. - Η ΕΠΙΡΡΟΗ ΤΟΥ Κ. Κ. ΕΙΣ ΤΗΝ ΤΕΧΝΗΝ. - Η ΜΟΥΣΙΚΗ ΠΑΙΔΕΙΑ ΕΙΣ ΤΗΝ ΣΟΒ. ΕΝΩΣΙΝ. - Η ΣΥΓΚΡΟΤΗΣΙΣ ΤΗΣ ΣΥΜΦΩΝΙΚΗΣ <box>392 165 960 232</box>
